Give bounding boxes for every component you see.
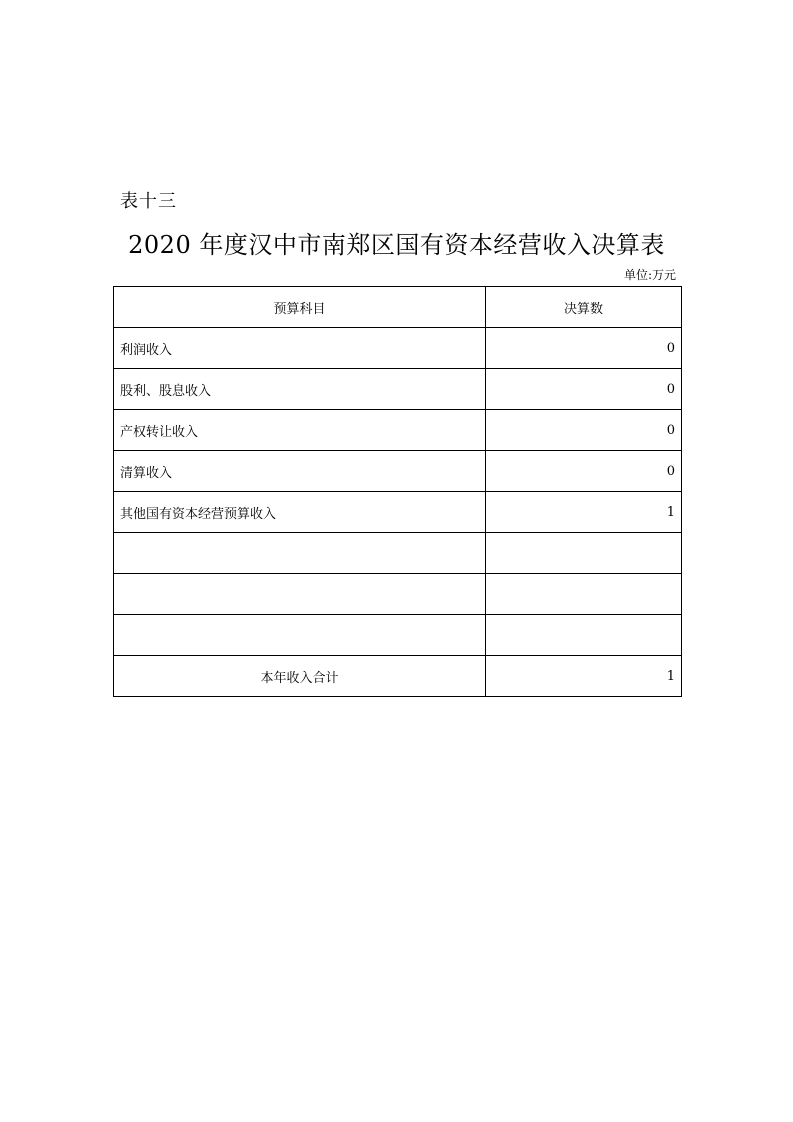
row-subject: 股利、股息收入 — [114, 369, 486, 410]
row-amount: 1 — [486, 492, 682, 533]
table-number-label: 表十三 — [120, 191, 177, 212]
unit-note: 单位:万元 — [623, 268, 676, 282]
table-row — [114, 574, 682, 615]
total-amount: 1 — [486, 656, 682, 697]
column-header-amount: 决算数 — [486, 287, 682, 328]
table-row — [114, 410, 682, 451]
page-title: 2020 年度汉中市南郑区国有资本经营收入决算表 — [128, 231, 665, 259]
column-header-subject: 预算科目 — [114, 287, 486, 328]
row-amount — [486, 533, 682, 574]
table-row — [114, 492, 682, 533]
row-subject — [114, 574, 486, 615]
row-amount — [486, 574, 682, 615]
total-row — [114, 656, 682, 697]
budget-table — [113, 286, 682, 697]
table-row — [114, 328, 682, 369]
row-amount: 0 — [486, 369, 682, 410]
table-row — [114, 451, 682, 492]
row-amount: 0 — [486, 451, 682, 492]
total-label: 本年收入合计 — [114, 656, 486, 697]
row-subject — [114, 533, 486, 574]
table-row — [114, 615, 682, 656]
table-row — [114, 369, 682, 410]
row-subject: 清算收入 — [114, 451, 486, 492]
row-amount — [486, 615, 682, 656]
row-subject: 利润收入 — [114, 328, 486, 369]
table-header-row — [114, 287, 682, 328]
table-row — [114, 533, 682, 574]
row-subject — [114, 615, 486, 656]
row-amount: 0 — [486, 410, 682, 451]
row-subject: 其他国有资本经营预算收入 — [114, 492, 486, 533]
row-subject: 产权转让收入 — [114, 410, 486, 451]
row-amount: 0 — [486, 328, 682, 369]
